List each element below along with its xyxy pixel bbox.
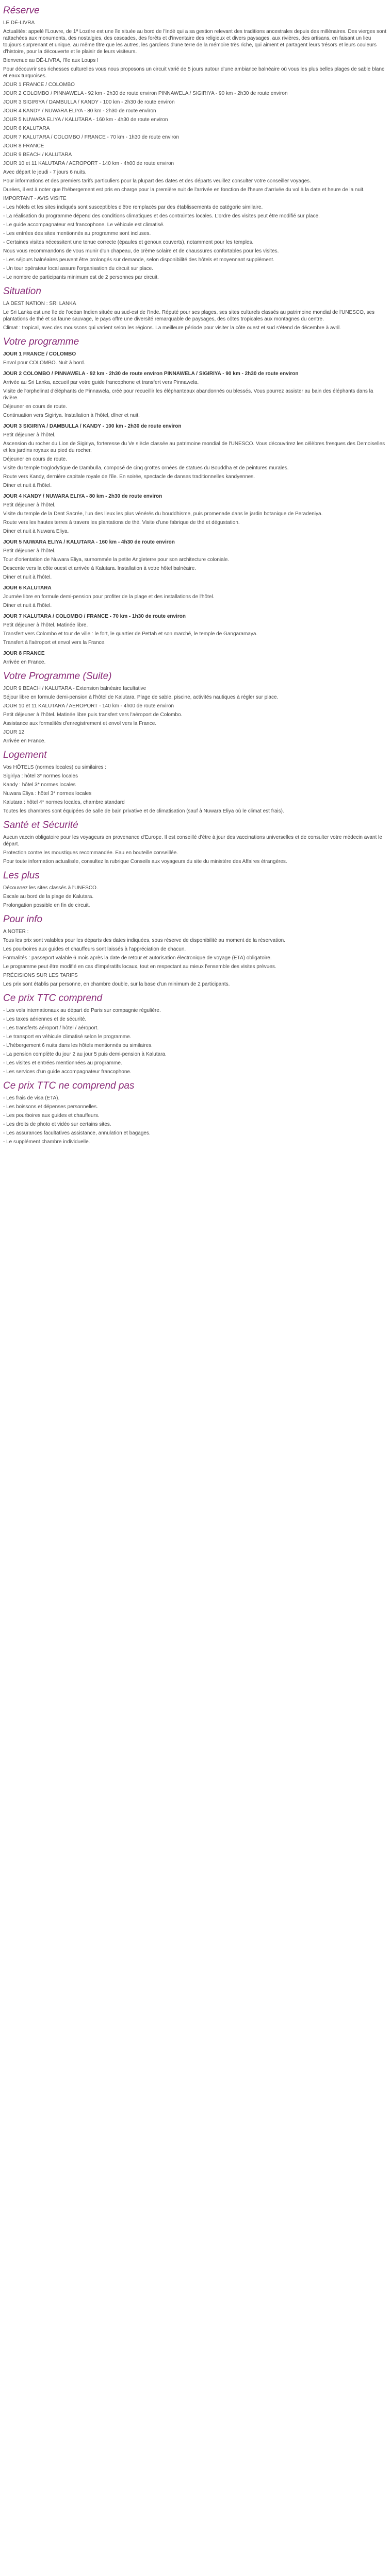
section-pour-info [0,914,391,988]
prix-comprend-item: - L'hébergement 6 nuits dans les hôtels mentionnés ou similaires. [3,1043,153,1048]
section-prix-comprend [0,993,391,1075]
programme-day-line: Dîner et nuit à l'hôtel. [3,574,52,580]
reserve-paragraph: - Les entrées des sites mentionnés au programme sont incluses. [3,231,151,236]
logement-paragraph: Nuwara Eliya : hôtel 3* normes locales [3,791,92,796]
sante-paragraph: Protection contre les moustiques recommandée. Eau en bouteille conseillée. [3,850,178,856]
programme-day-line: Envol pour COLOMBO. Nuit à bord. [3,360,85,366]
options-paragraphs [3,685,388,744]
reserve-paragraph: JOUR 5 NUWARA ELIYA / KALUTARA - 160 km - 4h30 de route environ [3,117,168,123]
prix-ne-comprend-item: - Les pourboires aux guides et chauffeurs. [3,1113,100,1118]
section-title-sante: Santé et Sécurité [3,820,78,831]
programme-day [3,585,388,609]
logement-paragraph: Kandy : hôtel 3* normes locales [3,782,76,788]
reserve-paragraph: - Le guide accompagnateur est francophone. Le véhicule est climatisé. [3,222,165,228]
programme-day-line: Continuation vers Sigiriya. Installation à l'hôtel, dîner et nuit. [3,413,140,418]
logement-paragraph: Kalutara : hôtel 4* normes locales, chambre standard [3,800,125,805]
reserve-paragraphs [3,20,388,281]
reserve-paragraph: JOUR 6 KALUTARA [3,126,50,131]
programme-day-heading: JOUR 8 FRANCE [3,651,45,656]
options-paragraph: JOUR 12 [3,730,25,735]
prix-comprend-item: - Les services d'un guide accompagnateur francophone. [3,1069,132,1075]
prix-ne-comprend-item: - Les assurances facultatives assistance, annulation et bagages. [3,1130,151,1136]
programme-day-heading: JOUR 3 SIGIRIYA / DAMBULLA / KANDY - 100 km - 2h30 de route environ [3,423,182,429]
reserve-paragraph: JOUR 10 et 11 KALUTARA / AEROPORT - 140 km - 4h00 de route environ [3,161,174,166]
prix-ne-comprend-item: - Les droits de photo et vidéo sur certains sites. [3,1122,111,1127]
options-paragraph: JOUR 9 BEACH / KALUTARA - Extension balnéaire facultative [3,686,146,691]
programme-day-line: Visite du temple de la Dent Sacrée, l'un des lieux les plus vénérés du bouddhisme, puis promenade dans le jardin botanique de Peradeniya. [3,511,323,517]
situation-paragraph: Le Sri Lanka est une île de l'océan Indien située au sud-est de l'Inde. Réputé pour ses plages, ses sites culturels classés au patrimoine mondial de l'UNESCO, ses plantations de thé et sa faune sauvage, le pays offre une diversité remarquable de paysages, des côtes tropicales aux montagnes du centre. [3,310,375,322]
programme-day-line: Arrivée au Sri Lanka, accueil par votre guide francophone et transfert vers Pinnawela. [3,380,199,385]
reserve-paragraph: - Un tour opérateur local assure l'organisation du circuit sur place. [3,266,153,272]
reserve-paragraph: Durées, il est à noter que l'hébergement est pris en charge pour la première nuit de l'arrivée en fonction de l'heure d'arrivée du vol à la date et heure de la nuit. [3,187,365,193]
prix-comprend-item: - Les taxes aériennes et de sécurité. [3,1016,87,1022]
plus-paragraph: Découvrez les sites classés à l'UNESCO. [3,885,98,891]
pour-info-paragraph: Les prix sont établis par personne, en chambre double, sur la base d'un minimum de 2 participants. [3,981,230,987]
situation-paragraph: Climat : tropical, avec des moussons qui varient selon les régions. La meilleure période pour visiter la côte ouest et sud s'étend de décembre à avril. [3,325,341,331]
programme-day-line: Visite du temple troglodytique de Dambulla, composé de cinq grottes ornées de statues du Bouddha et de peintures murales. [3,465,289,471]
reserve-paragraph: Actualités: appelé l'Louvre, de 1ª Lozère est une île située au bord de l'Indé qui a sa gestion relevant des traditions ancestrales depuis des millénaires. Des vierges sont rattachées aux monuments, des nostalgies, des cascades, des forêts et d'inventaire des religieux et divers paysages, aux rivières, des artisans, en faisant un lieu toujours surprenant et unique, au même titre que les autres, les gardiens d'une terre de la mémoire très riche, qui aiment et partagent leurs trésors et leurs couleurs d'histoire, pour la découverte et le plaisir de leurs visiteurs. [3,29,386,55]
programme-day-line: Route vers Kandy, dernière capitale royale de l'île. En soirée, spectacle de danses traditionnelles kandyennes. [3,474,255,480]
section-title-prix-ne-comprend: Ce prix TTC ne comprend pas [3,1080,135,1091]
prix-ne-comprend-item: - Les boissons et dépenses personnelles. [3,1104,99,1110]
situation-paragraph: LA DESTINATION : SRI LANKA [3,301,76,307]
prix-ne-comprend-item: - Le supplément chambre individuelle. [3,1139,90,1145]
section-title-options: Votre Programme (Suite) [3,671,112,682]
prix-comprend-list [3,1007,388,1075]
section-title-logement: Logement [3,750,47,760]
plus-paragraph: Prolongation possible en fin de circuit. [3,903,90,908]
sante-paragraph: Aucun vaccin obligatoire pour les voyageurs en provenance d'Europe. Il est conseillé d'être à jour des vaccinations universelles et de consulter votre médecin avant le départ. [3,835,382,847]
section-title-programme: Votre programme [3,336,79,347]
section-reserve [0,5,391,281]
pour-info-paragraph: PRÉCISIONS SUR LES TARIFS [3,973,78,978]
options-paragraph: Assistance aux formalités d'enregistrement et envol vers la France. [3,721,157,726]
page [0,5,391,1158]
programme-day-line: Dîner et nuit à l'hôtel. [3,603,52,608]
reserve-paragraph: JOUR 2 COLOMBO / PINNAWELA - 92 km - 2h30 de route environ PINNAWELA / SIGIRIYA - 90 km - 2h30 de route environ [3,91,288,96]
prix-comprend-item: - Les visites et entrées mentionnées au programme. [3,1060,122,1066]
programme-day [3,539,388,581]
programme-day-line: Descente vers la côte ouest et arrivée à Kalutara. Installation à votre hôtel balnéaire. [3,566,197,571]
reserve-paragraph: Pour informations et des premiers tarifs particuliers pour la plupart des dates et des départs veuillez consulter votre conseiller voyages. [3,178,311,184]
programme-day [3,351,388,366]
programme-day-line: Route vers les hautes terres à travers les plantations de thé. Visite d'une fabrique de thé et dégustation. [3,520,240,526]
programme-days [3,351,388,666]
reserve-paragraph: Nous vous recommandons de vous munir d'un chapeau, de crème solaire et de chaussures confortables pour les visites. [3,248,279,254]
prix-comprend-item: - Les vols internationaux au départ de Paris sur compagnie régulière. [3,1008,161,1013]
plus-paragraphs [3,885,388,909]
programme-day [3,370,388,419]
reserve-paragraph: JOUR 7 KALUTARA / COLOMBO / FRANCE - 70 km - 1h30 de route environ [3,134,180,140]
reserve-paragraph: JOUR 8 FRANCE [3,143,44,149]
programme-day-line: Journée libre en formule demi-pension pour profiter de la plage et des installations de l'hôtel. [3,594,215,600]
programme-day-line: Petit déjeuner à l'hôtel. [3,432,56,438]
reserve-paragraph: - Certaines visites nécessitent une tenue correcte (épaules et genoux couverts), notamment pour les temples. [3,240,254,245]
logement-paragraphs [3,764,388,815]
logement-paragraph: Toutes les chambres sont équipées de salle de bain privative et de climatisation (sauf à Nuwara Eliya où le climat est frais). [3,808,284,814]
options-paragraph: JOUR 10 et 11 KALUTARA / AEROPORT - 140 km - 4h00 de route environ [3,703,174,709]
prix-comprend-item: - La pension complète du jour 2 au jour 5 puis demi-pension à Kalutara. [3,1052,167,1057]
section-title-situation: Situation [3,286,41,297]
section-title-reserve: Réserve [3,5,40,16]
reserve-paragraph: JOUR 1 FRANCE / COLOMBO [3,82,75,88]
logement-paragraph: Sigiriya : hôtel 3* normes locales [3,773,78,779]
section-title-plus: Les plus [3,870,40,881]
options-paragraph: Arrivée en France. [3,738,46,744]
programme-day-line: Transfert vers Colombo et tour de ville : le fort, le quartier de Pettah et son marché, le temple de Gangaramaya. [3,631,258,637]
pour-info-paragraph: Les pourboires aux guides et chauffeurs sont laissés à l'appréciation de chacun. [3,946,186,952]
programme-day-line: Arrivée en France. [3,659,46,665]
reserve-paragraph: Avec départ le jeudi - 7 jours 6 nuits. [3,170,87,175]
pour-info-paragraph: Tous les prix sont valables pour les départs des dates indiquées, sous réserve de disponibilité au moment de la réservation. [3,938,285,943]
section-title-pour-info: Pour info [3,914,43,925]
sante-paragraph: Pour toute information actualisée, consultez la rubrique Conseils aux voyageurs du site du ministère des Affaires étrangères. [3,859,287,865]
section-options [0,671,391,744]
reserve-paragraph: Bienvenue au DÉ-LIVRA, l'île aux Loups ! [3,58,99,63]
programme-day [3,650,388,666]
programme-day-heading: JOUR 7 KALUTARA / COLOMBO / FRANCE - 70 km - 1h30 de route environ [3,614,186,619]
section-logement [0,750,391,815]
programme-day-line: Déjeuner en cours de route. [3,456,67,462]
programme-day-heading: JOUR 6 KALUTARA [3,585,52,591]
pour-info-paragraph: Le programme peut être modifié en cas d'impératifs locaux, tout en respectant au mieux l'ensemble des visites prévues. [3,964,276,970]
reserve-paragraph: - Les séjours balnéaires peuvent être prolongés sur demande, selon disponibilité des hôtels et moyennant supplément. [3,257,274,263]
pour-info-paragraphs [3,928,388,988]
section-title-prix-comprend: Ce prix TTC comprend [3,993,103,1004]
programme-day-heading: JOUR 1 FRANCE / COLOMBO [3,351,76,357]
programme-day-heading: JOUR 4 KANDY / NUWARA ELIYA - 80 km - 2h30 de route environ [3,494,162,499]
prix-ne-comprend-item: - Les frais de visa (ETA). [3,1095,60,1101]
sante-paragraphs [3,834,388,865]
programme-day-heading: JOUR 5 NUWARA ELIYA / KALUTARA - 160 km - 4h30 de route environ [3,539,175,545]
pour-info-paragraph: Formalités : passeport valable 6 mois après la date de retour et autorisation électronique de voyage (ETA) obligatoire. [3,955,272,961]
reserve-paragraph: JOUR 4 KANDY / NUWARA ELIYA - 80 km - 2h30 de route environ [3,108,156,114]
reserve-paragraph: JOUR 9 BEACH / KALUTARA [3,152,72,158]
programme-day-line: Transfert à l'aéroport et envol vers la France. [3,640,106,646]
reserve-paragraph: IMPORTANT - AVIS VISITE [3,196,67,201]
reserve-paragraph: - La réalisation du programme dépend des conditions climatiques et des contraintes locales. L'ordre des visites peut être modifié sur place. [3,213,320,219]
prix-comprend-item: - Le transport en véhicule climatisé selon le programme. [3,1034,132,1040]
programme-day [3,493,388,535]
programme-day-line: Dîner et nuit à l'hôtel. [3,483,52,488]
programme-day [3,423,388,489]
section-plus [0,870,391,909]
reserve-paragraph: LE DÉ-LIVRA [3,20,35,26]
options-paragraph: Petit déjeuner à l'hôtel. Matinée libre puis transfert vers l'aéroport de Colombo. [3,712,183,718]
logement-paragraph: Vos HÔTELS (normes locales) ou similaires : [3,765,107,770]
section-situation [0,286,391,331]
situation-paragraphs [3,300,388,331]
reserve-paragraph: - Le nombre de participants minimum est de 2 personnes par circuit. [3,275,159,280]
options-paragraph: Séjour libre en formule demi-pension à l'hôtel de Kalutara. Plage de sable, piscine, activités nautiques à régler sur place. [3,694,279,700]
programme-day-line: Tour d'orientation de Nuwara Eliya, surnommée la petite Angleterre pour son architecture coloniale. [3,557,230,563]
programme-day-line: Petit déjeuner à l'hôtel. [3,548,56,554]
section-programme [0,336,391,666]
programme-day [3,613,388,646]
prix-ne-comprend-list [3,1095,388,1145]
programme-day-line: Ascension du rocher du Lion de Sigiriya, forteresse du Ve siècle classée au patrimoine mondial de l'UNESCO. Vous découvrirez les célèbres fresques des Demoiselles et les jardins royaux au pied du rocher. [3,441,385,453]
programme-day-line: Petit déjeuner à l'hôtel. [3,502,56,508]
programme-day-heading: JOUR 2 COLOMBO / PINNAWELA - 92 km - 2h30 de route environ PINNAWELA / SIGIRIYA - 90 km - 2h30 de route environ [3,371,299,377]
programme-day-line: Visite de l'orphelinat d'éléphants de Pinnawela, créé pour recueillir les éléphanteaux abandonnés ou blessés. Vous pourrez assister au bain des éléphants dans la rivière. [3,388,373,401]
reserve-paragraph: JOUR 3 SIGIRIYA / DAMBULLA / KANDY - 100 km - 2h30 de route environ [3,99,175,105]
plus-paragraph: Escale au bord de la plage de Kalutara. [3,894,94,900]
reserve-paragraph: Pour découvrir ses richesses culturelles vous nous proposons un circuit varié de 5 jours autour d'une ambiance balnéaire où vous les plus belles plages de sable blanc et eaux turquoises. [3,66,384,79]
prix-comprend-item: - Les transferts aéroport / hôtel / aéroport. [3,1025,99,1031]
section-sante [0,820,391,865]
section-prix-ne-comprend [0,1080,391,1145]
reserve-paragraph: - Les hôtels et les sites indiqués sont susceptibles d'être remplacés par des établissements de catégorie similaire. [3,205,263,210]
pour-info-paragraph: A NOTER : [3,929,29,935]
programme-day-line: Petit déjeuner à l'hôtel. Matinée libre. [3,622,88,628]
programme-day-line: Dîner et nuit à Nuwara Eliya. [3,529,69,534]
programme-day-line: Déjeuner en cours de route. [3,404,67,410]
